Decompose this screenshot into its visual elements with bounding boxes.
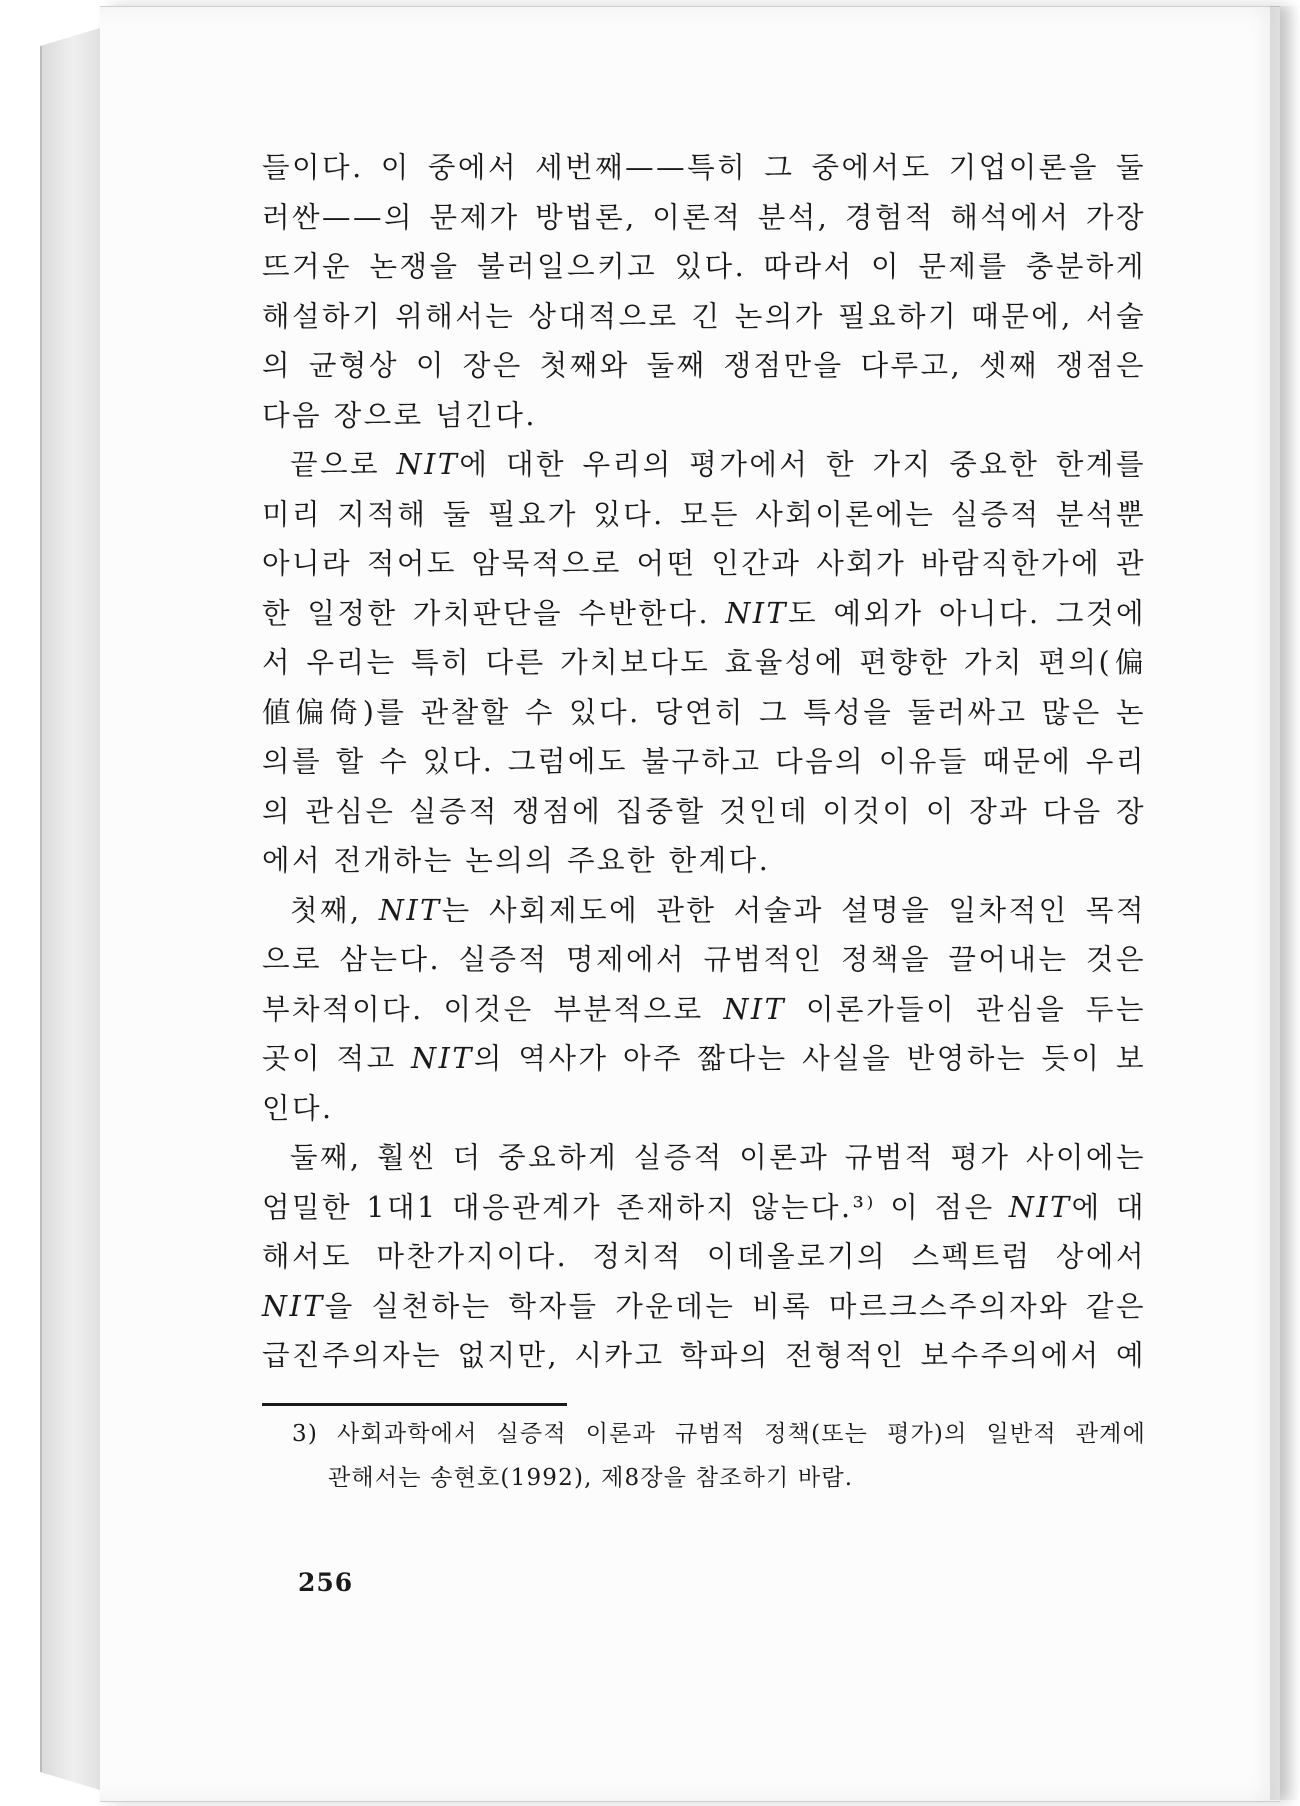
text-line: 해설하기 위해서는 상대적으로 긴 논의가 필요하기 때문에, 서술 (262, 299, 1146, 333)
text-line: 의 관심은 실증적 쟁점에 집중할 것인데 이것이 이 장과 다음 장 (262, 794, 1146, 828)
text-line: 다음 장으로 넘긴다. (262, 398, 537, 432)
nit-abbreviation: NIT (378, 893, 442, 927)
text-line: 첫째, NIT는 사회제도에 관한 서술과 설명을 일차적인 목적 (290, 893, 1146, 927)
text-line: 엄밀한 1대1 대응관계가 존재하지 않는다.³⁾ 이 점은 NIT에 대 (262, 1190, 1146, 1224)
body-text (262, 143, 1146, 1381)
book-spine-edge (40, 28, 100, 1790)
text-line: 한 일정한 가치판단을 수반한다. NIT도 예외가 아니다. 그것에 (262, 596, 1146, 630)
text-line: 들이다. 이 중에서 세번째——특히 그 중에서도 기업이론을 둘 (262, 151, 1146, 184)
nit-abbreviation: NIT (1008, 1190, 1072, 1224)
text-line: 곳이 적고 NIT의 역사가 아주 짧다는 사실을 반영하는 듯이 보 (262, 1042, 1146, 1075)
nit-abbreviation: NIT (725, 596, 789, 630)
footnote-line: 3) 사회과학에서 실증적 이론과 규범적 정책(또는 평가)의 일반적 관계에 (292, 1421, 1146, 1447)
text-line: 으로 삼는다. 실증적 명제에서 규범적인 정책을 끌어내는 것은 (262, 943, 1146, 976)
nit-abbreviation: NIT (723, 992, 787, 1026)
nit-abbreviation: NIT (396, 448, 460, 481)
nit-abbreviation: NIT (411, 1042, 474, 1075)
page-number: 256 (298, 1568, 354, 1597)
text-line: 아니라 적어도 암묵적으로 어떤 인간과 사회가 바람직한가에 관 (262, 547, 1146, 580)
footnotes (292, 1412, 1146, 1500)
book-spine-line (40, 46, 42, 1772)
text-line: 인다. (262, 1091, 334, 1125)
text-line: 둘째, 훨씬 더 중요하게 실증적 이론과 규범적 평가 사이에는 (290, 1141, 1146, 1174)
text-line: 해서도 마찬가지이다. 정치적 이데올로기의 스펙트럼 상에서 (262, 1240, 1146, 1273)
text-line: 에서 전개하는 논의의 주요한 한계다. (262, 844, 771, 877)
text-line: 급진주의자는 없지만, 시카고 학파의 전형적인 보수주의에서 예 (262, 1339, 1146, 1372)
footnote-line: 관해서는 송현호(1992), 제8장을 참조하기 바람. (328, 1465, 854, 1491)
text-line: 의 균형상 이 장은 첫째와 둘째 쟁점만을 다루고, 셋째 쟁점은 (262, 349, 1146, 382)
text-line: 러싼——의 문제가 방법론, 이론적 분석, 경험적 해석에서 가장 (262, 200, 1146, 234)
text-line: 미리 지적해 둘 필요가 있다. 모든 사회이론에는 실증적 분석뿐 (262, 497, 1146, 531)
page-shadow (1270, 6, 1300, 1800)
nit-abbreviation: NIT (262, 1289, 325, 1323)
text-line: 부차적이다. 이것은 부분적으로 NIT 이론가들이 관심을 두는 (262, 992, 1146, 1026)
text-line: 뜨거운 논쟁을 불러일으키고 있다. 따라서 이 문제를 충분하게 (262, 250, 1146, 283)
text-line: NIT을 실천하는 학자들 가운데는 비록 마르크스주의자와 같은 (262, 1289, 1146, 1323)
text-line: 値偏倚)를 관찰할 수 있다. 당연히 그 특성을 둘러싸고 많은 논 (262, 695, 1146, 729)
text-line: 서 우리는 특히 다른 가치보다도 효율성에 편향한 가치 편의(偏 (262, 646, 1146, 679)
text-line: 의를 할 수 있다. 그럼에도 불구하고 다음의 이유들 때문에 우리 (262, 745, 1146, 778)
text-line: 끝으로 NIT에 대한 우리의 평가에서 한 가지 중요한 한계를 (290, 448, 1146, 481)
footnote-divider (262, 1403, 567, 1406)
